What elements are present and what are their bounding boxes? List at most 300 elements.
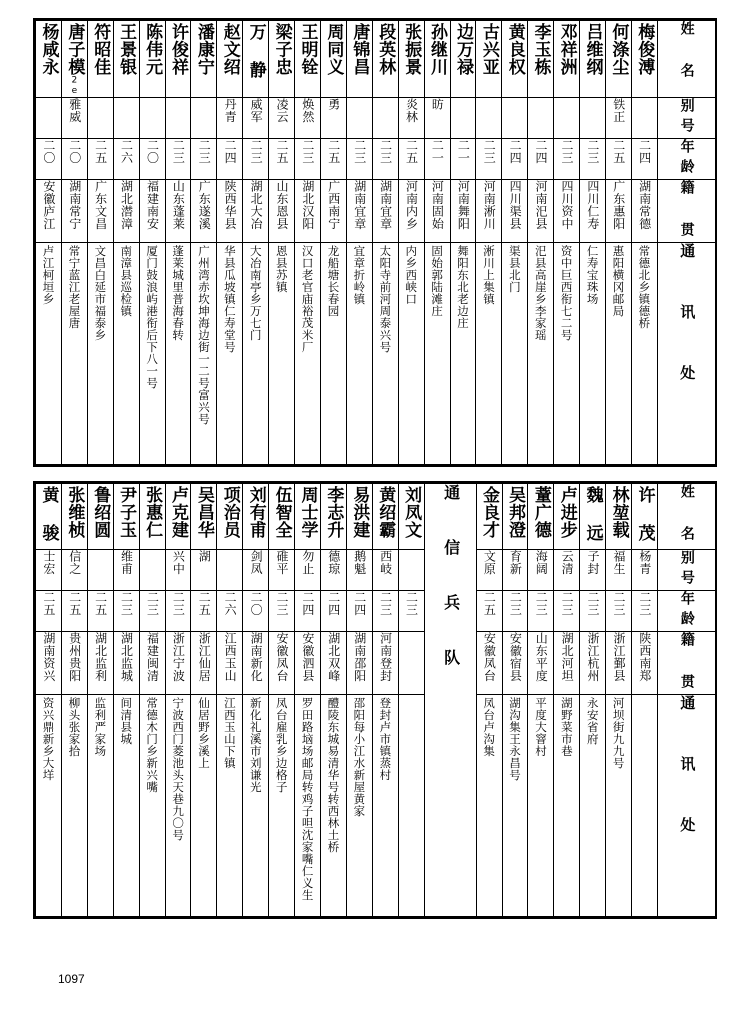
cell-alias: [87, 549, 113, 590]
cell-alias: [87, 97, 113, 138]
text-native: 湖南常德: [637, 179, 652, 230]
text-native: 贵州贵阳: [67, 631, 82, 682]
cell-name: [502, 21, 528, 98]
cell-native: [36, 179, 62, 242]
text-name: 黄 骏: [38, 485, 59, 541]
text-age: 二〇: [67, 138, 82, 164]
cell-age: [605, 138, 631, 179]
cell-age: [139, 138, 165, 179]
cell-age: [450, 138, 476, 179]
cell-name: [631, 21, 657, 98]
text-name: 万 静: [245, 23, 266, 79]
cell-address: [398, 694, 424, 916]
cell-address: [113, 242, 139, 464]
text-address: 间清县城: [119, 696, 134, 745]
text-age: 二五: [67, 590, 82, 616]
text-age: 二四: [637, 138, 652, 164]
cell-name: [113, 21, 139, 98]
header-native-text: 籍 贯: [678, 179, 695, 242]
cell-alias: [217, 97, 243, 138]
text-native: 安徽凤台: [482, 631, 497, 682]
text-age: 二五: [326, 138, 341, 164]
text-address: 常德北乡镇德桥: [637, 244, 652, 329]
text-address: 卢江柯垣乡: [41, 244, 56, 305]
text-address: 惠阳横冈邮局: [611, 244, 626, 317]
cell-alias: [580, 549, 606, 590]
cell-age: [61, 590, 87, 631]
cell-address: [554, 694, 580, 916]
cell-age: [243, 138, 269, 179]
text-address: 汉口老官庙裕茂米厂: [300, 244, 315, 353]
text-name: 魏 远: [582, 485, 603, 541]
text-name: 邓祥洲: [556, 23, 577, 76]
cell-age: [61, 138, 87, 179]
text-native: 安徽庐江: [41, 179, 56, 230]
text-address: 常宁蓝江老屋唐: [67, 244, 82, 329]
cell-age: [502, 590, 528, 631]
text-name: 吴邦澄: [504, 485, 525, 538]
text-native: 安徽凤台: [274, 631, 289, 682]
text-address: 新化礼溪市刘谦光: [248, 696, 263, 793]
text-age: 二三: [585, 138, 600, 164]
text-native: 河南固始: [430, 179, 445, 230]
cell-age: [243, 590, 269, 631]
text-name: 唐锦昌: [349, 23, 370, 76]
cell-name: [61, 21, 87, 98]
cell-name: [243, 21, 269, 98]
cell-address: [554, 242, 580, 464]
cell-age: [269, 138, 295, 179]
text-address: 淅川上集镇: [481, 244, 496, 305]
text-native: 湖北监城: [119, 631, 134, 682]
folio-number: 1097: [58, 972, 85, 986]
text-address: 平度大窨村: [533, 696, 548, 757]
text-name: 金良才: [479, 485, 500, 538]
text-address: 永安省府: [585, 696, 600, 745]
text-address: 常德木门乡新兴嘴: [145, 696, 160, 793]
cell-name: [580, 21, 606, 98]
text-native: 江西玉山: [223, 631, 238, 682]
cell-name: [605, 21, 631, 98]
roster-table-bottom: [33, 481, 717, 919]
text-age: 二四: [352, 590, 367, 616]
text-age: 二三: [404, 590, 419, 616]
text-age: 二四: [326, 590, 341, 616]
text-age: 二三: [171, 138, 186, 164]
text-alias: 兴中: [171, 549, 186, 575]
text-address: 舞阳东北老边庄: [456, 244, 471, 329]
cell-alias: [554, 549, 580, 590]
cell-name: [502, 483, 528, 549]
text-name: 蕫广德: [530, 485, 551, 538]
text-age: 二五: [404, 138, 419, 164]
unit-label-cell: [424, 483, 476, 916]
cell-address: [528, 694, 554, 916]
text-address: 汜县高崖乡李家瑶: [533, 244, 548, 341]
text-native: 广东惠阳: [611, 179, 626, 230]
cell-native: [61, 179, 87, 242]
text-name: 古兴亚: [478, 23, 499, 76]
cell-name: [113, 483, 139, 549]
text-age: 二五: [41, 590, 56, 616]
cell-age: [606, 590, 632, 631]
text-address: 登封卢市镇蒸村: [378, 696, 393, 781]
cell-native: [631, 179, 657, 242]
text-name: 赵文绍: [219, 23, 240, 76]
table-row-name: [36, 483, 716, 549]
cell-alias: [165, 549, 191, 590]
text-address: 湖野菜市巷: [559, 696, 574, 757]
cell-name: [295, 483, 321, 549]
cell-name: [165, 483, 191, 549]
cell-alias: [113, 549, 139, 590]
cell-age: [554, 138, 580, 179]
cell-native: [320, 631, 346, 694]
cell-name: [606, 483, 632, 549]
cell-native: [528, 631, 554, 694]
text-address: 凤台卢沟集: [482, 696, 497, 757]
text-address: 河坝街九九号: [611, 696, 626, 769]
cell-alias: [528, 549, 554, 590]
text-native: 浙江宁波: [171, 631, 186, 682]
text-age: 二五: [93, 138, 108, 164]
cell-native: [36, 631, 62, 694]
text-age: 二五: [482, 590, 497, 616]
cell-age: [554, 590, 580, 631]
cell-address: [502, 694, 528, 916]
cell-address: [139, 694, 165, 916]
cell-alias: [269, 97, 295, 138]
text-name: 何涤尘: [608, 23, 629, 76]
cell-alias: [191, 549, 217, 590]
text-native: 湖北监利: [93, 631, 108, 682]
cell-address: [243, 242, 269, 464]
table-row-native: [36, 631, 716, 694]
text-name: 林堃载: [608, 485, 629, 538]
text-name: 梁子忠: [271, 23, 292, 76]
text-native: 湖南宜章: [352, 179, 367, 230]
text-address: 宜章折岭镇: [352, 244, 367, 305]
cell-alias: [61, 549, 87, 590]
text-age: 二五: [93, 590, 108, 616]
cell-name: [295, 21, 321, 98]
cell-alias: [217, 549, 243, 590]
cell-address: [295, 694, 321, 916]
cell-age: [269, 590, 295, 631]
cell-name: [191, 21, 217, 98]
text-age: 二六: [223, 590, 238, 616]
cell-name: [346, 483, 372, 549]
text-native: 湖南邵阳: [352, 631, 367, 682]
text-address: 广州湾赤坎坤海边街一二号富兴号: [196, 244, 211, 425]
cell-native: [139, 179, 165, 242]
cell-alias: [165, 97, 191, 138]
cell-address: [580, 242, 606, 464]
cell-alias: [139, 97, 165, 138]
table-row-age: [36, 590, 716, 631]
cell-age: [165, 138, 191, 179]
cell-alias: [554, 97, 580, 138]
header-age: [657, 590, 715, 631]
text-native: 湖南常宁: [67, 179, 82, 230]
cell-native: [580, 631, 606, 694]
text-age: 二四: [223, 138, 238, 164]
register-page: [33, 18, 717, 964]
table-row-name: [36, 21, 716, 98]
text-age: 二三: [378, 138, 393, 164]
cell-native: [217, 631, 243, 694]
cell-name: [36, 21, 62, 98]
text-native: 福建闽清: [145, 631, 160, 682]
cell-age: [372, 138, 398, 179]
cell-native: [398, 631, 424, 694]
text-name: 刘凤文: [401, 485, 422, 538]
text-alias: 西岐: [378, 549, 393, 575]
cell-age: [139, 590, 165, 631]
text-name: 梅俊溥: [634, 23, 655, 76]
text-native: 陕西华县: [223, 179, 238, 230]
text-name: 黄绍霸: [375, 485, 396, 538]
cell-native: [113, 631, 139, 694]
text-alias: 子封: [586, 549, 601, 575]
header-name-text: 姓 名: [678, 21, 695, 83]
table-row-address: [36, 242, 716, 464]
cell-address: [398, 242, 424, 464]
text-alias: 焕然: [300, 97, 315, 123]
cell-age: [631, 138, 657, 179]
text-alias: 勿止: [300, 549, 315, 575]
text-name: 唐子模2e: [64, 23, 85, 97]
cell-age: [632, 590, 658, 631]
cell-age: [36, 590, 62, 631]
cell-name: [320, 21, 346, 98]
cell-alias: [113, 97, 139, 138]
cell-alias: [61, 97, 87, 138]
cell-age: [528, 138, 554, 179]
text-address: 醴陵东城易清华号转西林土桥: [326, 696, 341, 853]
cell-name: [580, 483, 606, 549]
cell-age: [528, 590, 554, 631]
text-name: 张惠仁: [142, 485, 163, 538]
text-alias: 凌云: [274, 97, 289, 123]
text-address: 凤台雇乳乡边格子: [274, 696, 289, 793]
header-alias-text: 别号: [678, 97, 695, 138]
text-native: 四川渠县: [508, 179, 523, 230]
header-native: [657, 631, 715, 694]
text-native: 湖北汉阳: [300, 179, 315, 230]
text-alias: 云清: [560, 549, 575, 575]
cell-age: [217, 138, 243, 179]
text-address: 资中巨西衔七二号: [559, 244, 574, 341]
text-age: 二三: [249, 138, 264, 164]
cell-alias: [346, 549, 372, 590]
text-name: 吴昌华: [193, 485, 214, 538]
text-name: 张振景: [401, 23, 422, 76]
cell-name: [476, 483, 502, 549]
text-address: 南漳县巡检镇: [119, 244, 134, 317]
text-age: 二三: [274, 590, 289, 616]
header-alias: [657, 549, 715, 590]
table-row-alias: [36, 549, 716, 590]
cell-name: [320, 483, 346, 549]
cell-native: [580, 179, 606, 242]
header-alias: [657, 97, 715, 138]
cell-alias: [450, 97, 476, 138]
cell-alias: [139, 549, 165, 590]
cell-alias: [502, 549, 528, 590]
cell-native: [346, 631, 372, 694]
cell-address: [476, 694, 502, 916]
cell-age: [424, 138, 450, 179]
cell-alias: [243, 549, 269, 590]
cell-name: [346, 21, 372, 98]
cell-address: [217, 694, 243, 916]
text-age: 二三: [300, 138, 315, 164]
cell-name: [528, 483, 554, 549]
header-age-text: 年龄: [678, 138, 695, 179]
cell-native: [476, 179, 502, 242]
cell-name: [476, 21, 502, 98]
text-age: 二三: [534, 590, 549, 616]
cell-address: [217, 242, 243, 464]
text-native: 安徽宿县: [508, 631, 523, 682]
cell-age: [295, 138, 321, 179]
text-address: 监利严家场: [93, 696, 108, 757]
text-name: 杨咸永: [38, 23, 59, 76]
text-alias: 海阔: [534, 549, 549, 575]
cell-address: [36, 694, 62, 916]
text-address: 资兴鼎新乡大垟: [41, 696, 56, 781]
text-age: 二三: [352, 138, 367, 164]
text-name: 黄良权: [504, 23, 525, 76]
text-alias: 士宏: [41, 549, 56, 575]
text-alias: 杨青: [637, 549, 652, 575]
text-age: 二三: [145, 590, 160, 616]
text-age: 二三: [586, 590, 601, 616]
text-native: 广西南宁: [326, 179, 341, 230]
text-age: 二四: [508, 138, 523, 164]
text-address: 太阳寺前河周泰兴号: [378, 244, 393, 353]
cell-native: [606, 631, 632, 694]
cell-name: [528, 21, 554, 98]
cell-age: [320, 590, 346, 631]
text-age: 二五: [197, 590, 212, 616]
cell-native: [243, 179, 269, 242]
cell-address: [269, 694, 295, 916]
text-age: 二三: [559, 138, 574, 164]
text-address: 大冶南亭乡万七门: [248, 244, 263, 341]
cell-address: [476, 242, 502, 464]
unit-label-text: 通 信 兵 队: [441, 483, 461, 675]
text-name: 孙继川: [427, 23, 448, 76]
cell-alias: [36, 549, 62, 590]
cell-native: [476, 631, 502, 694]
cell-native: [424, 179, 450, 242]
text-name: 王明铨: [297, 23, 318, 76]
text-address: 文昌白延市福泰乡: [93, 244, 108, 341]
cell-alias: [398, 97, 424, 138]
cell-name: [217, 21, 243, 98]
text-address: 邵阳每小江水新屋黄家: [352, 696, 367, 817]
cell-address: [36, 242, 62, 464]
cell-name: [139, 21, 165, 98]
text-age: 二三: [378, 590, 393, 616]
cell-native: [346, 179, 372, 242]
text-address: 龙船塘长春园: [326, 244, 341, 317]
text-name: 卢克建: [167, 485, 188, 538]
text-native: 浙江鄞县: [611, 631, 626, 682]
header-address: [657, 694, 715, 916]
text-native: 河南淅川: [482, 179, 497, 230]
text-name: 王景银: [116, 23, 137, 76]
text-alias: 信之: [67, 549, 82, 575]
cell-name: [87, 21, 113, 98]
text-name: 许 茂: [634, 485, 655, 541]
text-name: 边万禄: [452, 23, 473, 76]
cell-name: [372, 21, 398, 98]
cell-alias: [528, 97, 554, 138]
cell-native: [165, 631, 191, 694]
cell-alias: [606, 549, 632, 590]
cell-name: [191, 483, 217, 549]
cell-address: [606, 694, 632, 916]
cell-alias: [476, 97, 502, 138]
text-native: 湖南新化: [249, 631, 264, 682]
text-native: 河南汜县: [534, 179, 549, 230]
text-name: 李志升: [323, 485, 344, 538]
text-name: 李玉栋: [530, 23, 551, 76]
text-name: 易洪建: [349, 485, 370, 538]
cell-address: [87, 242, 113, 464]
cell-age: [476, 138, 502, 179]
text-native: 山东恩县: [274, 179, 289, 230]
cell-address: [346, 694, 372, 916]
text-alias: 剑凤: [249, 549, 264, 575]
text-name: 许俊祥: [167, 23, 188, 76]
cell-age: [502, 138, 528, 179]
header-name: [657, 21, 715, 98]
text-address: 恩县苏镇: [274, 244, 289, 293]
cell-age: [165, 590, 191, 631]
text-native: 四川仁寿: [585, 179, 600, 230]
text-native: 四川资中: [559, 179, 574, 230]
text-age: 二三: [611, 590, 626, 616]
cell-native: [605, 179, 631, 242]
cell-age: [320, 138, 346, 179]
text-address: 罗田路垴场邮局转鸡子呾沈家嘴仁义生: [300, 696, 315, 901]
text-address: 渠县北门: [507, 244, 522, 293]
cell-native: [113, 179, 139, 242]
cell-native: [528, 179, 554, 242]
text-address: 仙居野乡溪上: [196, 696, 211, 769]
text-alias: 铁正: [611, 97, 626, 123]
table-row-age: [36, 138, 716, 179]
text-age: 二三: [508, 590, 523, 616]
text-age: 二五: [611, 138, 626, 164]
cell-alias: [372, 549, 398, 590]
text-name: 伍智全: [271, 485, 292, 538]
text-alias: 雅威: [67, 97, 82, 123]
cell-address: [346, 242, 372, 464]
cell-address: [269, 242, 295, 464]
cell-name: [217, 483, 243, 549]
cell-address: [632, 694, 658, 916]
cell-address: [605, 242, 631, 464]
text-address: 蓬莱城里普海春转: [171, 244, 186, 341]
cell-age: [113, 590, 139, 631]
text-alias: 碓平: [274, 549, 289, 575]
cell-age: [346, 138, 372, 179]
